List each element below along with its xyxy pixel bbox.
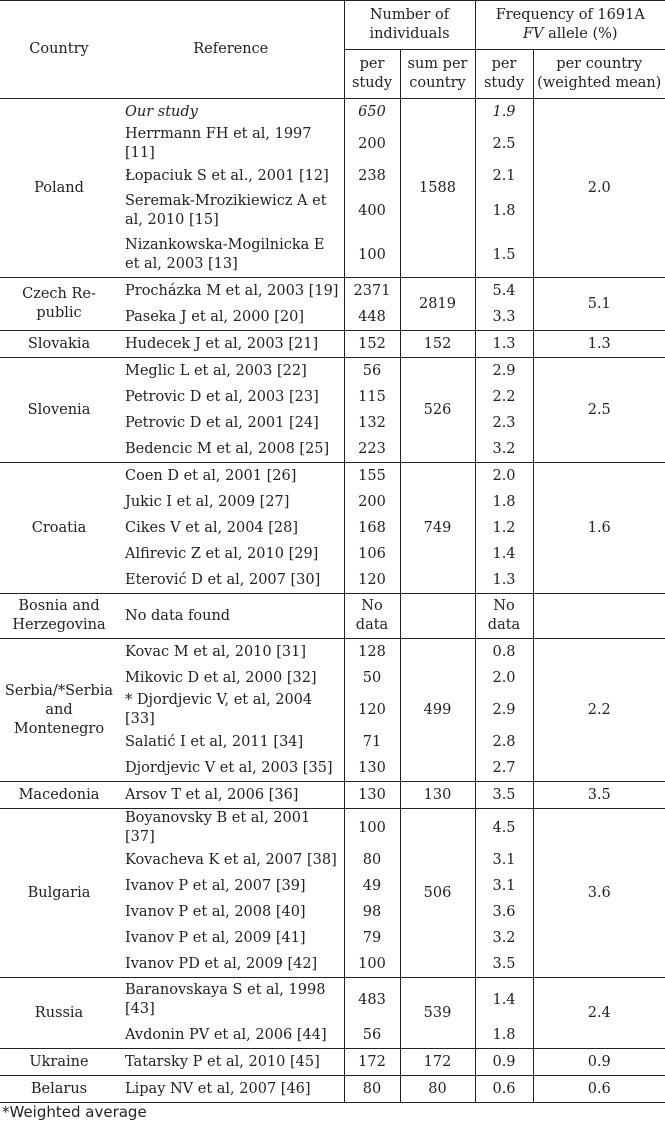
reference-cell: No data found	[118, 594, 344, 639]
reference-cell: Ivanov P et al, 2009 [41]	[125, 929, 306, 946]
sum-per-country-cell	[400, 594, 475, 639]
reference-cell: Boyanovsky B et al, 2001 [37]	[125, 810, 311, 845]
per-study-frequency-cell: 2.8	[475, 729, 533, 755]
country-cell: Poland	[0, 99, 118, 278]
per-study-count-cell: 50	[344, 665, 400, 691]
per-study-count-cell: 56	[344, 1022, 400, 1049]
per-study-frequency-cell: 1.8	[475, 1022, 533, 1049]
reference-cell: Tatarsky P et al, 2010 [45]	[118, 1049, 344, 1076]
per-study-count-cell: 80	[344, 847, 400, 873]
weighted-mean-cell: 3.5	[533, 782, 665, 809]
table-row	[0, 331, 665, 358]
weighted-mean-cell: 0.6	[533, 1076, 665, 1103]
table-row	[0, 358, 665, 385]
weighted-mean-cell: 2.2	[533, 639, 665, 782]
weighted-mean-cell: 1.6	[533, 463, 665, 594]
sum-per-country-cell: 526	[400, 358, 475, 463]
per-study-frequency-cell: 1.2	[475, 515, 533, 541]
reference-cell: Petrovic D et al, 2001 [24]	[125, 414, 319, 431]
sum-per-country-cell: 539	[400, 978, 475, 1049]
per-study-count-cell: 483	[344, 978, 400, 1023]
per-study-count-cell: 172	[344, 1049, 400, 1076]
per-study-count-cell: 100	[344, 809, 400, 848]
per-study-frequency-cell: 1.8	[475, 189, 533, 233]
per-study-count-cell: 200	[344, 125, 400, 163]
weighted-mean-cell: 3.6	[533, 809, 665, 978]
footnote: *Weighted average	[2, 1103, 147, 1121]
per-study-frequency-cell: 3.6	[475, 899, 533, 925]
per-study-count-cell: 238	[344, 163, 400, 189]
per-study-count-cell: 400	[344, 189, 400, 233]
per-study-frequency-cell: 1.8	[475, 489, 533, 515]
per-study-count-cell: 115	[344, 384, 400, 410]
table-row	[0, 463, 665, 490]
per-study-count-cell: 98	[344, 899, 400, 925]
reference-cell: Ivanov PD et al, 2009 [42]	[118, 951, 344, 978]
per-study-count-cell: 128	[344, 639, 400, 666]
per-study-count-cell: 650	[344, 99, 400, 126]
sum-per-country-cell: 2819	[400, 278, 475, 331]
country-cell: Slovakia	[0, 331, 118, 358]
table-row	[0, 594, 665, 639]
per-study-frequency-cell: 1.4	[475, 541, 533, 567]
header-number-of-individuals: Number of individuals	[344, 1, 475, 50]
sum-per-country-cell: 80	[400, 1076, 475, 1103]
weighted-mean-cell	[533, 594, 665, 639]
reference-cell: Lipay NV et al, 2007 [46]	[118, 1076, 344, 1103]
per-study-count-cell: 152	[344, 331, 400, 358]
table-row	[0, 1049, 665, 1076]
per-study-frequency-cell: 1.4	[475, 978, 533, 1023]
per-study-frequency-cell: No data	[475, 594, 533, 639]
per-study-frequency-cell: 3.5	[475, 782, 533, 809]
sum-per-country-cell: 499	[400, 639, 475, 782]
table-body	[0, 99, 665, 1103]
per-study-frequency-cell: 2.7	[475, 755, 533, 782]
per-study-frequency-cell: 1.3	[475, 331, 533, 358]
sum-per-country-cell: 749	[400, 463, 475, 594]
country-cell: Czech Re-public	[0, 278, 118, 331]
reference-cell: Mikovic D et al, 2000 [32]	[125, 669, 317, 686]
per-study-count-cell: 448	[344, 304, 400, 331]
reference-cell: Procházka M et al, 2003 [19]	[125, 282, 339, 299]
country-cell: Serbia/*Serbia and Montenegro	[0, 639, 118, 782]
header-sum-per-country: sum per country	[400, 50, 475, 99]
table-row	[0, 99, 665, 126]
table-row	[0, 639, 665, 666]
table-row	[0, 1076, 665, 1103]
per-study-frequency-cell: 1.9	[475, 99, 533, 126]
header-reference: Reference	[118, 1, 344, 99]
table-row	[0, 809, 665, 848]
per-study-frequency-cell: 2.5	[475, 125, 533, 163]
per-study-frequency-cell: 2.9	[475, 358, 533, 385]
sum-per-country-cell: 130	[400, 782, 475, 809]
per-study-frequency-cell: 1.3	[475, 567, 533, 594]
per-study-frequency-cell: 5.4	[475, 278, 533, 305]
header-frequency-text-1: Frequency of 1691A	[495, 7, 645, 23]
header-per-country-weighted: per country (weighted mean)	[533, 50, 665, 99]
reference-cell: Avdonin PV et al, 2006 [44]	[118, 1022, 344, 1049]
per-study-frequency-cell: 0.8	[475, 639, 533, 666]
reference-cell: Meglic L et al, 2003 [22]	[125, 362, 307, 379]
per-study-frequency-cell: 2.1	[475, 163, 533, 189]
reference-cell: Bedencic M et al, 2008 [25]	[118, 436, 344, 463]
per-study-count-cell: 155	[344, 463, 400, 490]
per-study-count-cell: 79	[344, 925, 400, 951]
per-study-frequency-cell: 3.3	[475, 304, 533, 331]
per-study-frequency-cell: 2.3	[475, 410, 533, 436]
sum-per-country-cell: 1588	[400, 99, 475, 278]
per-study-count-cell: 100	[344, 951, 400, 978]
weighted-mean-cell: 1.3	[533, 331, 665, 358]
header-frequency	[475, 1, 665, 50]
per-study-count-cell: 130	[344, 755, 400, 782]
country-cell: Bulgaria	[0, 809, 118, 978]
per-study-frequency-cell: 2.2	[475, 384, 533, 410]
per-study-count-cell: 200	[344, 489, 400, 515]
header-per-study: per study	[344, 50, 400, 99]
per-study-frequency-cell: 2.9	[475, 691, 533, 729]
reference-cell: Coen D et al, 2001 [26]	[125, 467, 297, 484]
per-study-frequency-cell: 3.2	[475, 925, 533, 951]
per-study-count-cell: 168	[344, 515, 400, 541]
reference-cell: Baranovskaya S et al, 1998 [43]	[125, 982, 326, 1017]
header-country: Country	[0, 1, 118, 99]
country-cell: Slovenia	[0, 358, 118, 463]
reference-cell: Kovacheva K et al, 2007 [38]	[125, 851, 337, 868]
reference-cell: Seremak-Mrozikiewicz A et al, 2010 [15]	[125, 193, 327, 228]
per-study-count-cell: 223	[344, 436, 400, 463]
reference-cell: Djordjevic V et al, 2003 [35]	[118, 755, 344, 782]
per-study-frequency-cell: 3.1	[475, 847, 533, 873]
reference-cell: Cikes V et al, 2004 [28]	[125, 519, 299, 536]
table-row	[0, 978, 665, 1023]
country-cell: Croatia	[0, 463, 118, 594]
reference-cell: Paseka J et al, 2000 [20]	[118, 304, 344, 331]
per-study-frequency-cell: 4.5	[475, 809, 533, 848]
reference-cell: Arsov T et al, 2006 [36]	[118, 782, 344, 809]
per-study-count-cell: 106	[344, 541, 400, 567]
reference-cell: Herrmann FH et al, 1997 [11]	[125, 126, 312, 161]
reference-cell: Ivanov P et al, 2007 [39]	[125, 877, 306, 894]
reference-cell: Kovac M et al, 2010 [31]	[125, 643, 306, 660]
per-study-count-cell: 56	[344, 358, 400, 385]
per-study-count-cell: 71	[344, 729, 400, 755]
header-per-study-frequency: per study	[475, 50, 533, 99]
per-study-frequency-cell: 3.1	[475, 873, 533, 899]
per-study-count-cell: 49	[344, 873, 400, 899]
per-study-frequency-cell: 0.9	[475, 1049, 533, 1076]
per-study-count-cell: 100	[344, 233, 400, 278]
per-study-count-cell: 120	[344, 567, 400, 594]
sum-per-country-cell: 172	[400, 1049, 475, 1076]
reference-cell: Łopaciuk S et al., 2001 [12]	[125, 167, 329, 184]
reference-cell: Jukic I et al, 2009 [27]	[125, 493, 290, 510]
reference-cell: Hudecek J et al, 2003 [21]	[118, 331, 344, 358]
weighted-mean-cell: 5.1	[533, 278, 665, 331]
country-cell: Russia	[0, 978, 118, 1049]
table-row	[0, 278, 665, 305]
header-frequency-text-2: allele (%)	[543, 26, 618, 42]
per-study-count-cell: 120	[344, 691, 400, 729]
weighted-mean-cell: 2.4	[533, 978, 665, 1049]
per-study-frequency-cell: 3.5	[475, 951, 533, 978]
per-study-frequency-cell: 2.0	[475, 463, 533, 490]
country-cell: Ukraine	[0, 1049, 118, 1076]
reference-cell: Petrovic D et al, 2003 [23]	[125, 388, 319, 405]
header-frequency-fv: FV	[522, 26, 544, 42]
per-study-frequency-cell: 1.5	[475, 233, 533, 278]
weighted-mean-cell: 2.5	[533, 358, 665, 463]
country-cell: Belarus	[0, 1076, 118, 1103]
reference-cell: Salatić I et al, 2011 [34]	[125, 733, 304, 750]
reference-cell: * Djordjevic V, et al, 2004 [33]	[125, 692, 313, 727]
per-study-frequency-cell: 0.6	[475, 1076, 533, 1103]
per-study-count-cell: 132	[344, 410, 400, 436]
reference-cell: Alfirevic Z et al, 2010 [29]	[125, 545, 319, 562]
weighted-mean-cell: 0.9	[533, 1049, 665, 1076]
reference-cell: Nizankowska-Mogilnicka E et al, 2003 [13]	[118, 233, 344, 278]
per-study-count-cell: 2371	[344, 278, 400, 305]
sum-per-country-cell: 506	[400, 809, 475, 978]
per-study-frequency-cell: 2.0	[475, 665, 533, 691]
per-study-frequency-cell: 3.2	[475, 436, 533, 463]
reference-cell: Our study	[125, 103, 198, 120]
reference-cell: Eterović D et al, 2007 [30]	[118, 567, 344, 594]
country-cell: Bosnia and Herzegovina	[0, 594, 118, 639]
country-cell: Macedonia	[0, 782, 118, 809]
table-row	[0, 782, 665, 809]
per-study-count-cell: 80	[344, 1076, 400, 1103]
per-study-count-cell: 130	[344, 782, 400, 809]
weighted-mean-cell: 2.0	[533, 99, 665, 278]
per-study-count-cell: No data	[344, 594, 400, 639]
reference-cell: Ivanov P et al, 2008 [40]	[125, 903, 306, 920]
sum-per-country-cell: 152	[400, 331, 475, 358]
